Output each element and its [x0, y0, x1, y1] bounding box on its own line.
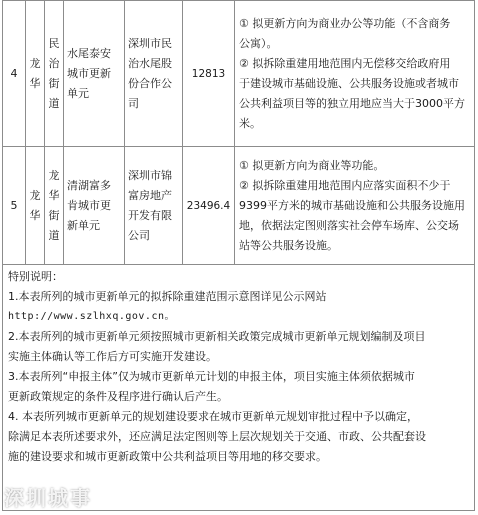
note-4: 4. 本表所列城市更新单元的规划建设要求在城市更新单元规划审批过程中予以确定， 除满足本表所述要求外，还应满足法定图则等上层次规划关于交通、市政、公共配套设 施的建设要求和城市更新政策中公共利益项目等用地的移交要求。 — [8, 410, 426, 463]
notes-cell — [3, 265, 475, 511]
unit-name-cell: 水尾泰安 城市更新 单元 — [64, 1, 125, 147]
table-row — [3, 1, 475, 147]
area-cell: 12813 — [183, 1, 235, 147]
street-cell — [45, 147, 64, 265]
notes-row — [3, 265, 475, 511]
street-cell — [45, 1, 64, 147]
district-cell — [26, 147, 45, 265]
table-row — [3, 147, 475, 265]
note-3: 3.本表所列“申报主体”仅为城市更新单元计划的申报主体，项目实施主体须依据城市 更新政策规定的条件及程序进行确认后产生。 — [8, 370, 415, 403]
district-cell — [26, 1, 45, 147]
notes-title: 特别说明： — [8, 270, 63, 283]
row-number: 4 — [3, 1, 26, 147]
note-2: 2.本表所列的城市更新单元须按照城市更新相关政策完成城市更新单元规划编制及项目 实施主体确认等工作后方可实施开发建设。 — [8, 330, 426, 363]
note-1: 1.本表所列的城市更新单元的拟拆除重建范围示意图详见公示网站 http://www.szlhxq.gov.cn。 — [8, 287, 469, 327]
street-text: 龙 华 街 道 — [48, 168, 60, 242]
district-text: 龙 华 — [29, 56, 41, 90]
note-url: http://www.szlhxq.gov.cn。 — [8, 311, 175, 322]
watermark: 深圳城事 — [4, 486, 92, 510]
unit-name-cell: 清湖富多 肯城市更 新单元 — [64, 147, 125, 265]
renewal-units-table — [2, 0, 475, 511]
requirements-cell: ① 拟更新方向为商业等功能。 ② 拟拆除重建用地范围内应落实面积不少于 9399平方米的城市基础设施和公共服务设施用 地，依据法定图则落实社会停车场库、公交场 站等公共服务设施。 — [235, 147, 475, 265]
area-cell: 23496.4 — [183, 147, 235, 265]
requirements-cell: ① 拟更新方向为商业办公等功能（不含商务 公寓）。 ② 拟拆除重建用地范围内无偿移交给政府用 于建设城市基础设施、公共服务设施或者城市 公共利益项目等的独立用地应当大于3000平方 米。 — [235, 1, 475, 147]
applicant-cell: 深圳市锦 富房地产 开发有限 公司 — [125, 147, 183, 265]
row-number: 5 — [3, 147, 26, 265]
district-text: 龙 华 — [29, 188, 41, 222]
applicant-cell: 深圳市民 治水尾股 份合作公 司 — [125, 1, 183, 147]
street-text: 民 治 街 道 — [48, 36, 60, 110]
